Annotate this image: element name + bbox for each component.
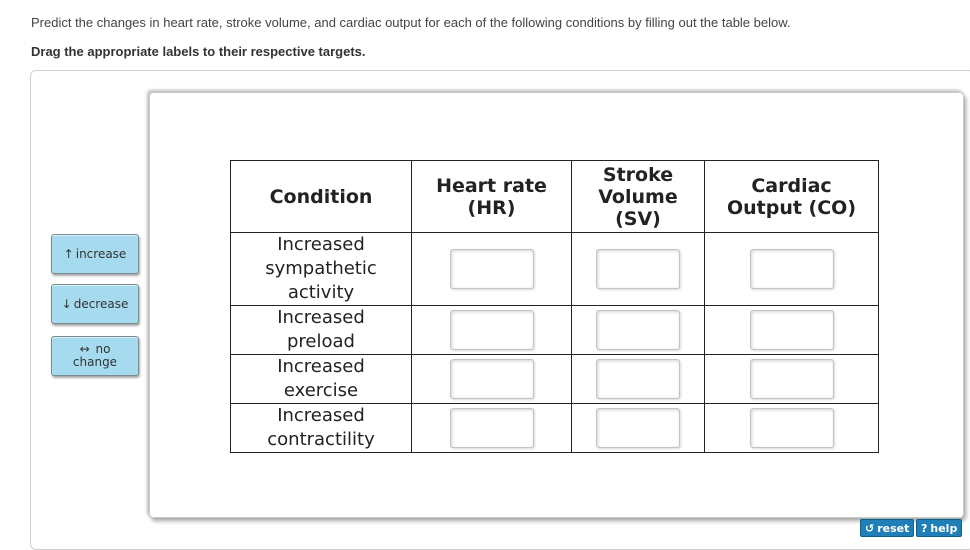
label-increase-text: increase xyxy=(75,246,127,261)
sv-target-cell xyxy=(572,355,705,404)
header-condition: Condition xyxy=(231,161,412,233)
sv-target-cell xyxy=(572,306,705,355)
table-row xyxy=(231,404,879,453)
condition-cell: Increased preload xyxy=(231,306,412,355)
drop-target-hr[interactable] xyxy=(450,310,534,350)
prediction-table xyxy=(230,160,879,453)
drop-target-hr[interactable] xyxy=(450,359,534,399)
drop-target-co[interactable] xyxy=(750,310,834,350)
help-icon: ? xyxy=(921,521,928,535)
reset-label: reset xyxy=(877,521,910,535)
label-no-change-text: no xyxy=(95,342,111,356)
header-heart-rate: Heart rate (HR) xyxy=(412,161,572,233)
reset-icon: ↺ xyxy=(865,521,875,535)
arrow-down-icon: ↓ xyxy=(61,296,72,311)
drop-target-hr[interactable] xyxy=(450,249,534,289)
sv-target-cell xyxy=(572,233,705,306)
label-decrease[interactable] xyxy=(51,284,139,324)
drop-target-sv[interactable] xyxy=(596,310,680,350)
co-target-cell xyxy=(705,404,879,453)
hr-target-cell xyxy=(412,233,572,306)
drop-target-hr[interactable] xyxy=(450,408,534,448)
label-no-change-text-2: change xyxy=(72,355,118,369)
drag-instructions: Drag the appropriate labels to their respective targets. xyxy=(31,44,366,59)
drop-target-sv[interactable] xyxy=(596,359,680,399)
drop-target-sv[interactable] xyxy=(596,249,680,289)
label-decrease-text: decrease xyxy=(73,296,129,311)
help-button[interactable] xyxy=(916,519,962,537)
drop-target-co[interactable] xyxy=(750,408,834,448)
hr-target-cell xyxy=(412,355,572,404)
header-cardiac-output: Cardiac Output (CO) xyxy=(705,161,879,233)
hr-target-cell xyxy=(412,404,572,453)
condition-cell: Increased exercise xyxy=(231,355,412,404)
instructions-text: Predict the changes in heart rate, stroke volume, and cardiac output for each of the following conditions by filling out the table below. xyxy=(31,15,791,30)
co-target-cell xyxy=(705,233,879,306)
drop-target-sv[interactable] xyxy=(596,408,680,448)
help-label: help xyxy=(930,521,958,535)
reset-button[interactable] xyxy=(860,519,914,537)
arrow-up-icon: ↑ xyxy=(63,246,74,261)
hr-target-cell xyxy=(412,306,572,355)
table-header-row xyxy=(231,161,879,233)
label-increase[interactable] xyxy=(51,234,139,274)
co-target-cell xyxy=(705,355,879,404)
condition-cell: Increased sympathetic activity xyxy=(231,233,412,306)
left-right-arrow-icon: ↔ xyxy=(79,342,90,356)
drop-target-co[interactable] xyxy=(750,249,834,289)
co-target-cell xyxy=(705,306,879,355)
sv-target-cell xyxy=(572,404,705,453)
condition-cell: Increased contractility xyxy=(231,404,412,453)
drop-target-co[interactable] xyxy=(750,359,834,399)
table-row xyxy=(231,355,879,404)
table-row xyxy=(231,306,879,355)
label-no-change[interactable] xyxy=(51,336,139,376)
header-stroke-volume: Stroke Volume (SV) xyxy=(572,161,705,233)
table-row xyxy=(231,233,879,306)
